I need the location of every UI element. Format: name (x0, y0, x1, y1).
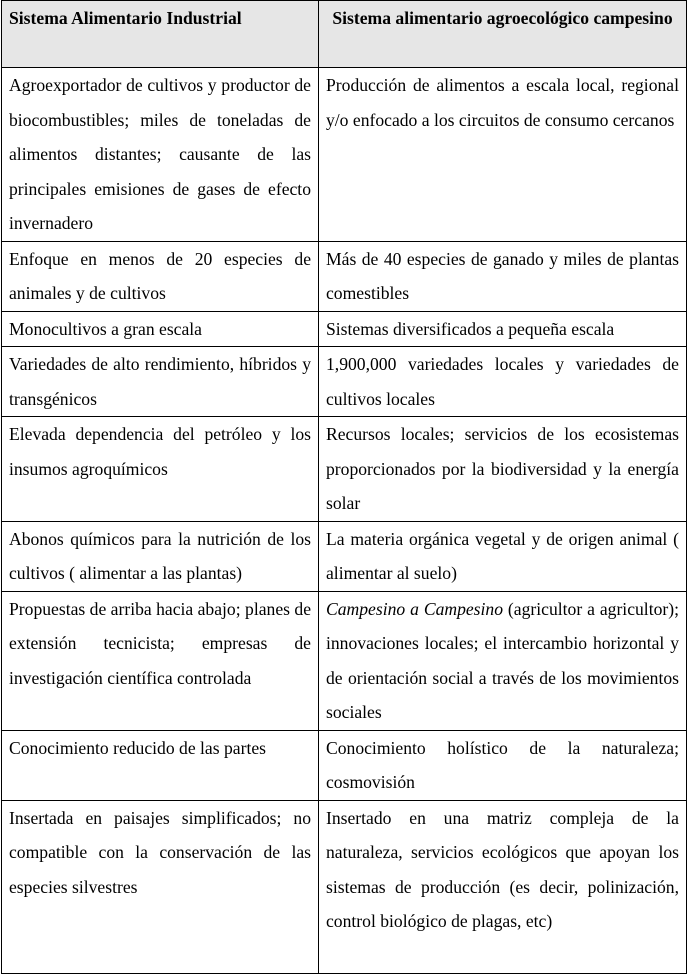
table-row (2, 521, 687, 591)
cell-campesino: Conocimiento holístico de la naturaleza; cosmovisión (319, 730, 687, 800)
header-industrial: Sistema Alimentario Industrial (2, 1, 319, 68)
table-row (2, 347, 687, 417)
cell-campesino (319, 591, 687, 730)
cell-campesino: Recursos locales; servicios de los ecosistemas proporcionados por la biodiversidad y la energía solar (319, 417, 687, 522)
table-row (2, 730, 687, 800)
cell-campesino: Insertado en una matriz compleja de la naturaleza, servicios ecológicos que apoyan los sistemas de producción (es decir, polinización, control biológico de plagas, etc) (319, 800, 687, 973)
cell-campesino: La materia orgánica vegetal y de origen animal ( alimentar al suelo) (319, 521, 687, 591)
cell-campesino: Sistemas diversificados a pequeña escala (319, 311, 687, 347)
cell-campesino: Producción de alimentos a escala local, regional y/o enfocado a los circuitos de consumo cercanos (319, 68, 687, 242)
header-campesino: Sistema alimentario agroecológico campesino (319, 1, 687, 68)
header-row (2, 1, 687, 68)
cell-campesino-rest: (agricultor a agricultor); innovaciones locales; el intercambio horizontal y de orientación social a través de los movimientos sociales (326, 598, 679, 722)
cell-campesino: 1,900,000 variedades locales y variedades de cultivos locales (319, 347, 687, 417)
cell-industrial: Abonos químicos para la nutrición de los cultivos ( alimentar a las plantas) (2, 521, 319, 591)
table-row (2, 591, 687, 730)
table-row (2, 311, 687, 347)
table-row (2, 800, 687, 973)
cell-industrial: Insertada en paisajes simplificados; no compatible con la conservación de las especies silvestres (2, 800, 319, 973)
cell-industrial: Elevada dependencia del petróleo y los insumos agroquímicos (2, 417, 319, 522)
table-row (2, 241, 687, 311)
campesino-a-campesino-label: Campesino a Campesino (326, 598, 503, 619)
cell-industrial: Monocultivos a gran escala (2, 311, 319, 347)
cell-campesino: Más de 40 especies de ganado y miles de plantas comestibles (319, 241, 687, 311)
table-row (2, 68, 687, 242)
cell-industrial: Variedades de alto rendimiento, híbridos y transgénicos (2, 347, 319, 417)
cell-industrial: Enfoque en menos de 20 especies de animales y de cultivos (2, 241, 319, 311)
cell-industrial: Propuestas de arriba hacia abajo; planes de extensión tecnicista; empresas de investigación científica controlada (2, 591, 319, 730)
comparison-table (1, 0, 687, 974)
cell-industrial: Conocimiento reducido de las partes (2, 730, 319, 800)
cell-industrial: Agroexportador de cultivos y productor de biocombustibles; miles de toneladas de alimentos distantes; causante de las principales emisiones de gases de efecto invernadero (2, 68, 319, 242)
table-row (2, 417, 687, 522)
